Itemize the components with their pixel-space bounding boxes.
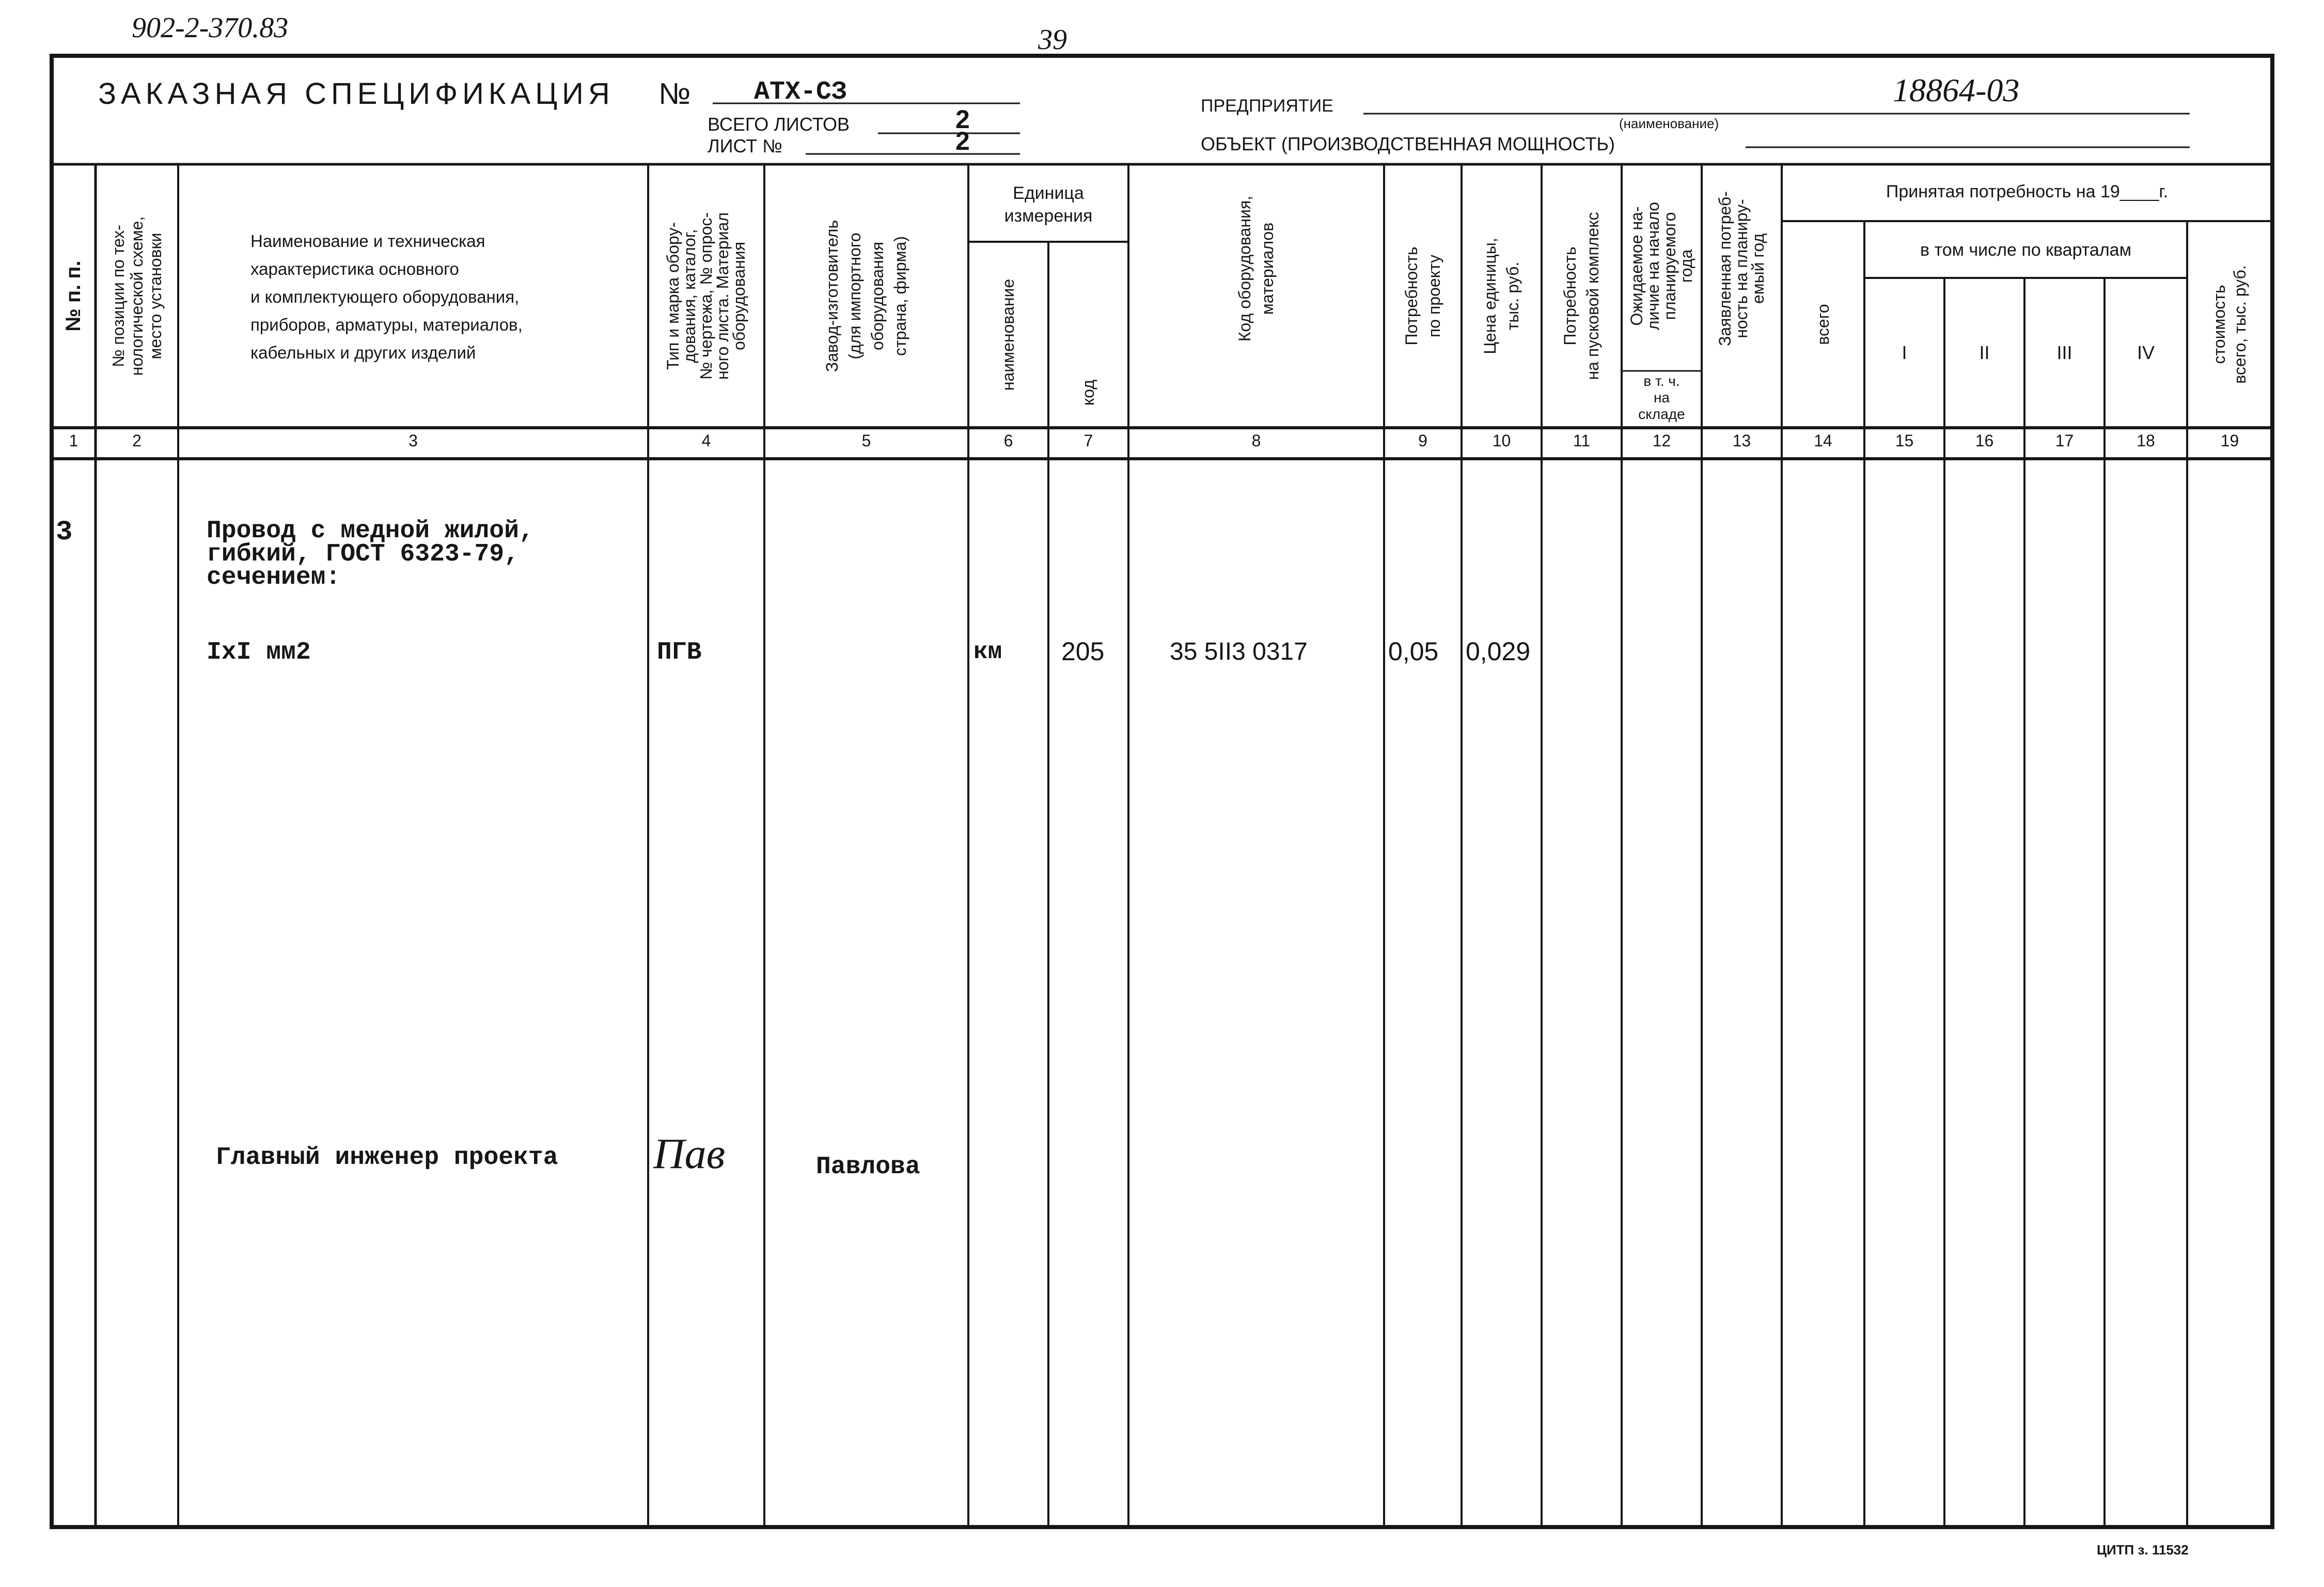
col-header-q4: IV (2137, 342, 2155, 363)
spec-number-value: АТХ-СЗ (754, 77, 847, 107)
col-header-accepted-group: Принятая потребность на 19____г. (1886, 182, 2169, 201)
row-type: ПГВ (657, 639, 702, 666)
col-header-name: Наименование и техническая характеристика основного и комплектующего оборудования, приборов, арматуры, материалов, кабельных и других изделий (250, 231, 523, 362)
document-code: 902-2-370.83 (132, 12, 289, 44)
column-number: 16 (1975, 431, 1994, 450)
row-name-line: сечением: (207, 564, 341, 592)
col-header-expected: Ожидаемое на- личие на начало планируемого года (1627, 201, 1695, 331)
signature-handwritten: Пав (653, 1130, 726, 1178)
spec-number-label: № (658, 77, 691, 111)
col-header-total: всего (1814, 304, 1832, 345)
total-sheets-label: ВСЕГО ЛИСТОВ (708, 114, 850, 135)
col-header-declared: Заявленная потреб- ность на планиру- емый год (1716, 191, 1767, 346)
object-label: ОБЪЕКТ (ПРОИЗВОДСТВЕННАЯ МОЩНОСТЬ) (1201, 133, 1615, 154)
column-number: 7 (1084, 431, 1093, 450)
col-header-type: Тип и марка обору- дования, каталог, № чертежа, № опрос- ного листа. Материал оборудования (664, 212, 748, 380)
column-number: 8 (1251, 431, 1261, 450)
column-number: 14 (1814, 431, 1832, 450)
column-number: 5 (861, 431, 871, 450)
col-header-unit-price: Цена единицы, тыс. руб. (1481, 238, 1522, 354)
column-number: 13 (1732, 431, 1751, 450)
name-note: (наименование) (1619, 116, 1719, 131)
col-header-q3: III (2056, 342, 2072, 363)
column-number: 18 (2137, 431, 2155, 450)
col-header-q2: II (1979, 342, 1990, 363)
col-header-cost: стоимость всего, тыс. руб. (2210, 265, 2249, 384)
column-number: 3 (409, 431, 418, 450)
col-header-q1: I (1902, 342, 1907, 363)
column-number: 6 (1003, 431, 1013, 450)
col-header-launch-need: Потребность на пусковой комплекс (1561, 212, 1602, 380)
row-unit-code: 205 (1061, 637, 1105, 666)
enterprise-value: 18864-03 (1893, 72, 2020, 108)
row-price: 0,029 (1466, 637, 1531, 666)
col-header-material-code: Код оборудования, материалов (1235, 195, 1277, 342)
col-header-manufacturer: Завод-изготовитель (для импортного оборудования страна, фирма) (823, 220, 909, 372)
row-item-name: IxI мм2 (207, 639, 311, 666)
sheet-number-value: 2 (955, 127, 970, 155)
row-unit-name: км (973, 639, 1002, 665)
row-pp: 3 (56, 517, 73, 548)
signature-role: Главный инженер проекта (216, 1144, 558, 1172)
col-header-unit-code: код (1079, 379, 1097, 406)
column-number: 1 (69, 431, 78, 450)
col-header-unit-name: наименование (999, 278, 1017, 391)
col-header-pp: № п. п. (62, 260, 85, 332)
page-number: 39 (1038, 24, 1067, 56)
row-material-code: 35 5II3 0317 (1170, 638, 1308, 665)
col-header-quarters-group: в том числе по кварталам (1920, 240, 2131, 260)
form-title: ЗАКАЗНАЯ СПЕЦИФИКАЦИЯ (98, 77, 615, 111)
column-number: 17 (2055, 431, 2074, 450)
column-number: 2 (132, 431, 142, 450)
row-name-line: Провод с медной жилой, (207, 517, 534, 545)
col-header-in-stock: в т. ч. на складе (1638, 373, 1685, 422)
col-header-project-need: Потребность по проекту (1402, 246, 1443, 346)
enterprise-label: ПРЕДПРИЯТИЕ (1201, 96, 1333, 116)
signature-name: Павлова (816, 1153, 920, 1181)
column-number: 9 (1418, 431, 1427, 450)
column-number: 19 (2220, 431, 2239, 450)
row-name-line: гибкий, ГОСТ 6323-79, (207, 540, 519, 568)
column-number: 10 (1492, 431, 1511, 450)
col-header-unit-group: Единица измерения (1004, 183, 1093, 226)
column-number: 12 (1652, 431, 1671, 450)
column-number: 4 (701, 431, 711, 450)
footer-code: ЦИТП з. 11532 (2097, 1542, 2189, 1558)
total-sheets-value: 2 (955, 105, 970, 134)
sheet-number-label: ЛИСТ № (708, 135, 782, 157)
column-number: 11 (1573, 431, 1591, 450)
row-need-project: 0,05 (1388, 637, 1439, 666)
column-number: 15 (1895, 431, 1914, 450)
col-header-position: № позиции по тех- нологической схеме, место установки (109, 216, 165, 376)
